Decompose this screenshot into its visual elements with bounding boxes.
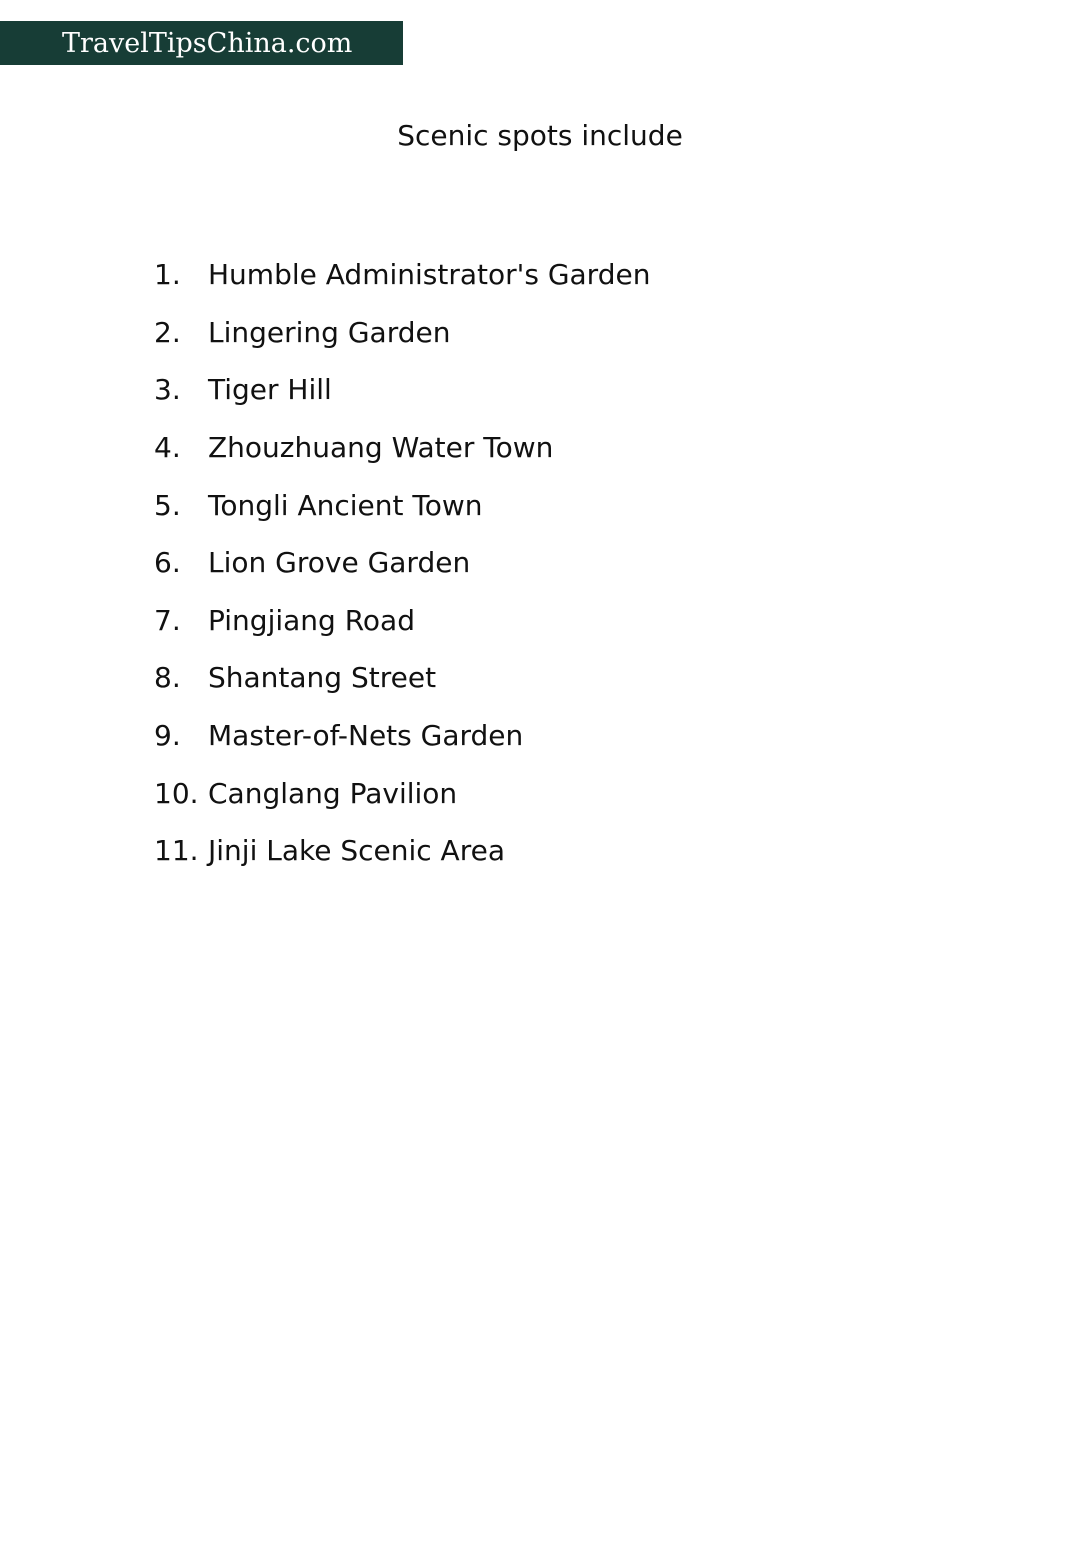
list-item-name: Jinji Lake Scenic Area	[208, 834, 505, 868]
list-item	[154, 246, 650, 304]
list-item-name: Zhouzhuang Water Town	[208, 431, 554, 465]
scenic-spot-list	[154, 246, 650, 880]
list-item-number: 3.	[154, 373, 181, 407]
list-item-number: 1.	[154, 258, 181, 292]
list-item-number: 5.	[154, 488, 181, 522]
list-item-name: Lion Grove Garden	[208, 546, 471, 580]
list-item-name: Tongli Ancient Town	[208, 488, 483, 522]
brand-banner	[0, 21, 403, 65]
list-item	[154, 361, 650, 419]
list-item-number: 11.	[154, 834, 199, 868]
list-item-name: Tiger Hill	[208, 373, 332, 407]
list-item-name: Canglang Pavilion	[208, 776, 458, 810]
list-item	[154, 822, 650, 880]
list-item-name: Shantang Street	[208, 661, 437, 695]
list-item-number: 4.	[154, 431, 181, 465]
list-item-number: 7.	[154, 603, 181, 637]
list-item-number: 2.	[154, 315, 181, 349]
list-item-name: Lingering Garden	[208, 315, 451, 349]
list-item	[154, 649, 650, 707]
list-item	[154, 764, 650, 822]
brand-text: TravelTipsChina.com	[62, 27, 353, 59]
list-item-name: Pingjiang Road	[208, 603, 415, 637]
list-item	[154, 592, 650, 650]
page-heading: Scenic spots include	[397, 119, 683, 152]
list-item-name: Humble Administrator's Garden	[208, 258, 651, 292]
list-item	[154, 534, 650, 592]
list-item-number: 6.	[154, 546, 181, 580]
list-item	[154, 476, 650, 534]
list-item-number: 8.	[154, 661, 181, 695]
list-item-name: Master-of-Nets Garden	[208, 719, 524, 753]
list-item	[154, 419, 650, 477]
list-item-number: 10.	[154, 776, 199, 810]
list-item	[154, 304, 650, 362]
list-item	[154, 707, 650, 765]
list-item-number: 9.	[154, 719, 181, 753]
